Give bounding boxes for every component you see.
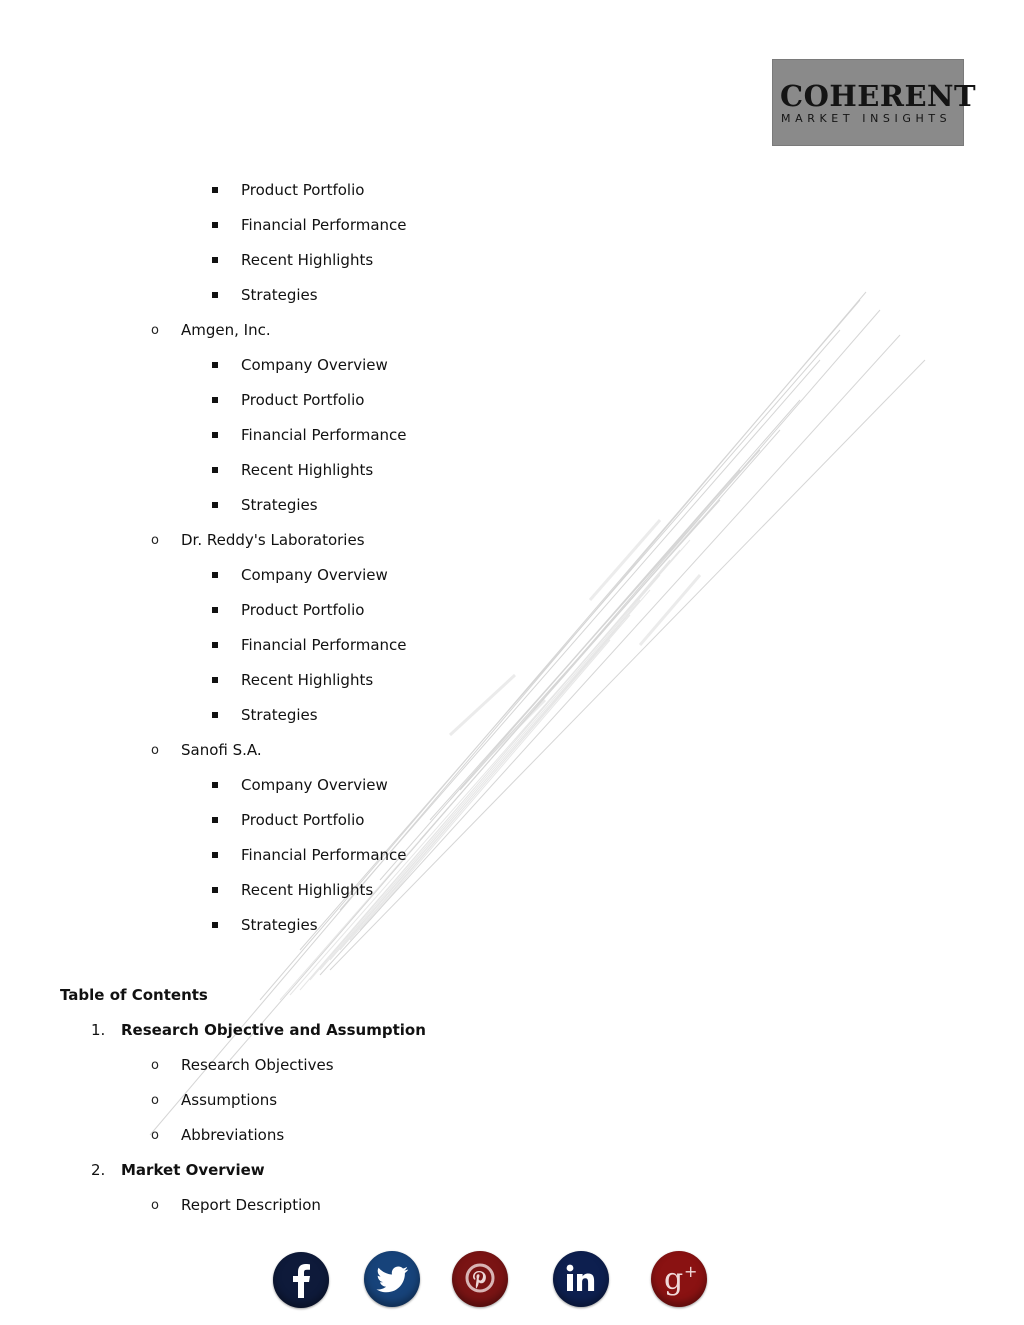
square-bullet-icon: [212, 222, 218, 228]
circle-bullet-icon: o: [151, 743, 159, 758]
section-number: 2.: [91, 1161, 106, 1179]
circle-bullet-icon: o: [151, 323, 159, 338]
square-bullet-icon: [212, 432, 218, 438]
list-item: Company Overview: [241, 566, 388, 584]
toc-item: Report Description: [181, 1196, 321, 1214]
svg-text:+: +: [684, 1262, 698, 1281]
logo-sub-text: MARKET INSIGHTS: [781, 112, 952, 125]
square-bullet-icon: [212, 782, 218, 788]
list-item: Recent Highlights: [241, 881, 374, 899]
company-name: Dr. Reddy's Laboratories: [181, 531, 365, 549]
list-item: Strategies: [241, 706, 318, 724]
circle-bullet-icon: o: [151, 1198, 159, 1213]
square-bullet-icon: [212, 607, 218, 613]
square-bullet-icon: [212, 712, 218, 718]
square-bullet-icon: [212, 257, 218, 263]
toc-item: Research Objectives: [181, 1056, 334, 1074]
google-plus-icon[interactable]: [651, 1251, 707, 1307]
section-title: Research Objective and Assumption: [121, 1021, 426, 1039]
square-bullet-icon: [212, 187, 218, 193]
list-item: Financial Performance: [241, 426, 407, 444]
toc-item: Assumptions: [181, 1091, 278, 1109]
square-bullet-icon: [212, 502, 218, 508]
list-item: Company Overview: [241, 776, 388, 794]
square-bullet-icon: [212, 922, 218, 928]
list-item: Company Overview: [241, 356, 388, 374]
list-item: Strategies: [241, 496, 318, 514]
pinterest-icon[interactable]: [452, 1251, 508, 1307]
twitter-icon[interactable]: [364, 1251, 420, 1307]
circle-bullet-icon: o: [151, 533, 159, 548]
square-bullet-icon: [212, 677, 218, 683]
list-item: Financial Performance: [241, 216, 407, 234]
list-item: Strategies: [241, 286, 318, 304]
square-bullet-icon: [212, 887, 218, 893]
square-bullet-icon: [212, 362, 218, 368]
linkedin-icon[interactable]: [553, 1251, 609, 1307]
list-item: Recent Highlights: [241, 671, 374, 689]
square-bullet-icon: [212, 397, 218, 403]
list-item: Product Portfolio: [241, 181, 365, 199]
facebook-icon[interactable]: [273, 1252, 329, 1308]
list-item: Recent Highlights: [241, 251, 374, 269]
company-name: Sanofi S.A.: [181, 741, 262, 759]
list-item: Product Portfolio: [241, 811, 365, 829]
logo-main-text: COHERENT: [780, 79, 977, 113]
square-bullet-icon: [212, 817, 218, 823]
square-bullet-icon: [212, 572, 218, 578]
circle-bullet-icon: o: [151, 1058, 159, 1073]
list-item: Recent Highlights: [241, 461, 374, 479]
list-item: Product Portfolio: [241, 391, 365, 409]
toc-item: Abbreviations: [181, 1126, 285, 1144]
square-bullet-icon: [212, 642, 218, 648]
circle-bullet-icon: o: [151, 1128, 159, 1143]
toc-title: Table of Contents: [60, 986, 208, 1004]
circle-bullet-icon: o: [151, 1093, 159, 1108]
company-name: Amgen, Inc.: [181, 321, 271, 339]
list-item: Financial Performance: [241, 846, 407, 864]
square-bullet-icon: [212, 292, 218, 298]
square-bullet-icon: [212, 852, 218, 858]
svg-text:g: g: [664, 1262, 684, 1297]
list-item: Financial Performance: [241, 636, 407, 654]
square-bullet-icon: [212, 467, 218, 473]
list-item: Product Portfolio: [241, 601, 365, 619]
section-number: 1.: [91, 1021, 106, 1039]
list-item: Strategies: [241, 916, 318, 934]
section-title: Market Overview: [121, 1161, 265, 1179]
coherent-logo: [772, 59, 977, 146]
